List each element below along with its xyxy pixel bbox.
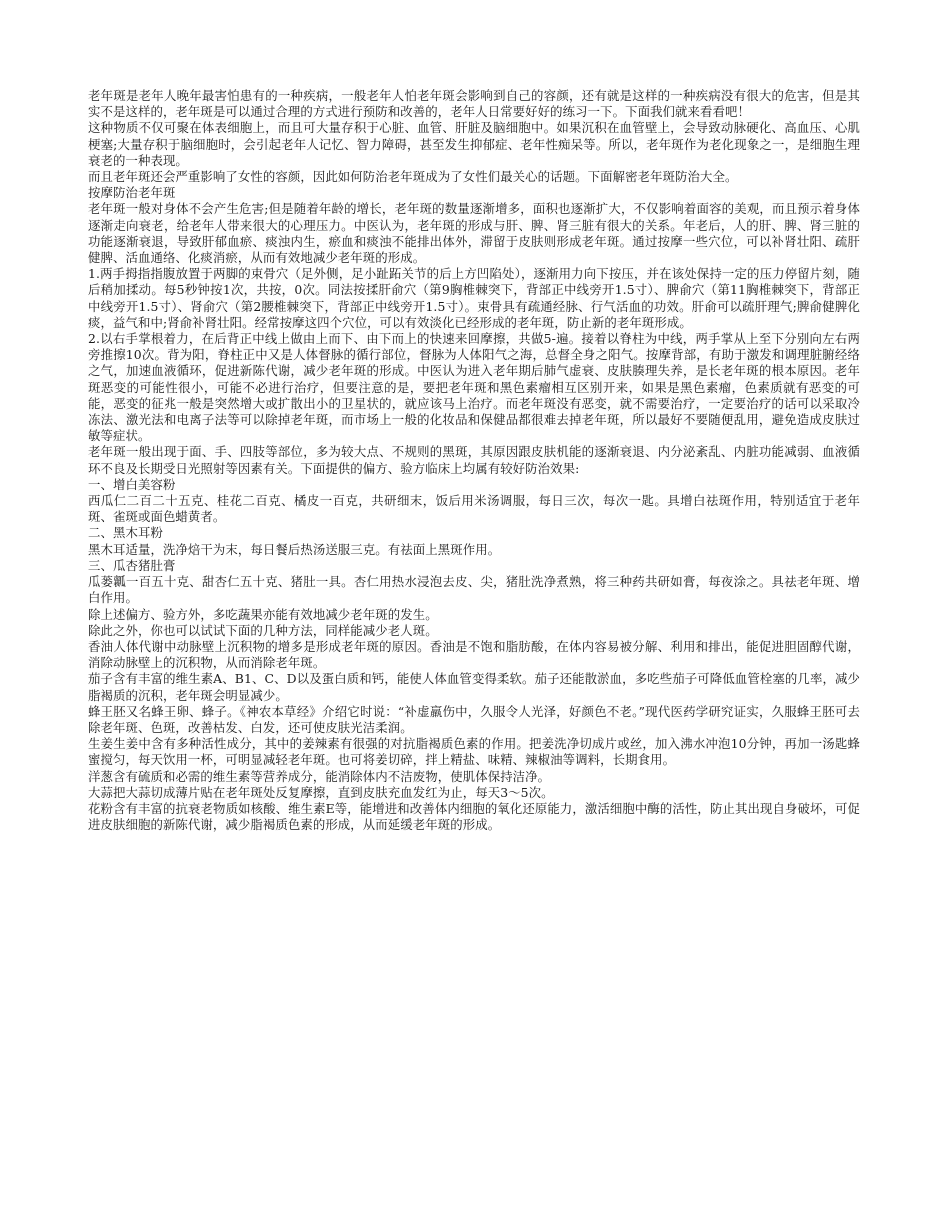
document-body bbox=[88, 88, 860, 833]
remedy-1-paragraph: 西瓜仁二百二十五克、桂花二百克、橘皮一百克，共研细末，饭后用米汤调服，每日三次，每次一匙。具增白祛斑作用，特别适宜于老年斑、雀斑或面色蜡黄者。 bbox=[88, 493, 860, 525]
vegetables-paragraph: 除上述偏方、验方外，多吃蔬果亦能有效地减少老年斑的发生。 bbox=[88, 606, 438, 622]
sesame-oil-paragraph: 香油人体代谢中动脉壁上沉积物的增多是形成老年斑的原因。香油是不饱和脂肪酸，在体内容易被分解、利用和排出，能促进胆固醇代谢，消除动脉壁上的沉积物，从而消除老年斑。 bbox=[88, 638, 860, 671]
massage-heading: 按摩防治老年斑 bbox=[88, 185, 176, 201]
other-methods-paragraph: 除此之外，你也可以试试下面的几种方法，同样能减少老人斑。 bbox=[88, 622, 438, 638]
bee-embryo-paragraph: 蜂王胚又名蜂王卵、蜂子。《神农本草经》介绍它时说：“补虚羸伤中，久服令人光泽，好颜色不老。”现代医药学研究证实，久服蜂王胚可去除老年斑、色斑，改善枯发、白发，还可使皮肤光洁柔润。 bbox=[88, 703, 860, 735]
remedy-3-paragraph: 瓜蒌瓤一百五十克、甜杏仁五十克、猪肚一具。杏仁用热水浸泡去皮、尖，猪肚洗净煮熟，将三种药共研如膏，每夜涂之。具祛老年斑、增白作用。 bbox=[88, 574, 860, 606]
pollen-paragraph: 花粉含有丰富的抗衰老物质如核酸、维生素E等，能增进和改善体内细胞的氧化还原能力，激活细胞中酶的活性，防止其出现自身破坏，可促进皮肤细胞的新陈代谢，减少脂褐质色素的形成，从而延缓老年斑的形成。 bbox=[88, 800, 860, 833]
intro-paragraph: 老年斑是老年人晚年最害怕患有的一种疾病，一般老年人怕老年斑会影响到自己的容颜，还有就是这样的一种疾病没有很大的危害，但是其实不是这样的，老年斑是可以通过合理的方式进行预防和改善的，老年人日常要好好的练习一下。下面我们就来看看吧！ bbox=[88, 88, 860, 120]
eggplant-paragraph: 茄子含有丰富的维生素A、B1、C、D以及蛋白质和钙，能使人体血管变得柔软。茄子还能散淤血，多吃些茄子可降低血管栓塞的几率，减少脂褐质的沉积，老年斑会明显减少。 bbox=[88, 671, 860, 703]
remedies-intro-paragraph: 老年斑一般出现于面、手、四肢等部位，多为较大点、不规则的黑斑，其原因跟皮肤机能的逐渐衰退、内分泌紊乱、内脏功能减弱、血液循环不良及长期受日光照射等因素有关。下面提供的偏方、验方临床上均属有较好防治效果: bbox=[88, 444, 860, 476]
remedy-3-heading: 三、瓜杏猪肚膏 bbox=[88, 557, 176, 573]
massage-intro-paragraph: 老年斑一般对身体不会产生危害;但是随着年龄的增长，老年斑的数量逐渐增多，面积也逐渐扩大，不仅影响着面容的美观，而且预示着身体逐渐走向衰老，给老年人带来很大的心理压力。中医认为，老年斑的形成与肝、脾、肾三脏有很大的关系。年老后，人的肝、脾、肾三脏的功能逐渐衰退，导致肝郁血瘀、痰浊内生，瘀血和痰浊不能排出体外，滞留于皮肤则形成老年斑。通过按摩一些穴位，可以补肾壮阳、疏肝健脾、活血通络、化痰消瘀，从而有效地减少老年斑的形成。 bbox=[88, 201, 860, 266]
remedy-2-heading: 二、黑木耳粉 bbox=[88, 525, 163, 541]
ginger-paragraph: 生姜生姜中含有多种活性成分，其中的姜辣素有很强的对抗脂褐质色素的作用。把姜洗净切成片或丝，加入沸水冲泡10分钟，再加一汤匙蜂蜜搅匀，每天饮用一杯，可明显减轻老年斑。也可将姜切碎，拌上精盐、味精、辣椒油等调料，长期食用。 bbox=[88, 736, 860, 768]
remedy-2-paragraph: 黑木耳适量，洗净焙干为末，每日餐后热汤送服三克。有祛面上黑斑作用。 bbox=[88, 541, 501, 557]
lipofuscin-paragraph: 这种物质不仅可聚在体表细胞上，而且可大量存积于心脏、血管、肝脏及脑细胞中。如果沉积在血管壁上，会导致动脉硬化、高血压、心肌梗塞;大量存积于脑细胞时，会引起老年人记忆、智力障碍，甚至发生抑郁症、老年性痴呆等。所以，老年斑作为老化现象之一，是细胞生理衰老的一种表现。 bbox=[88, 120, 860, 168]
onion-paragraph: 洋葱含有硫质和必需的维生素等营养成分，能消除体内不洁废物，使肌体保持洁净。 bbox=[88, 768, 551, 784]
massage-step-2-paragraph: 2.以右手掌根着力，在后背正中线上做由上而下、由下而上的快速来回摩擦，共做5-遍。接着以脊柱为中线，两手掌从上至下分别向左右两旁推擦10次。背为阳，脊柱正中又是人体督脉的循行部位，督脉为人体阳气之海，总督全身之阳气。按摩背部，有助于激发和调理脏腑经络之气，加速血液循环，促进新陈代谢，减少老年斑的形成。中医认为进入老年期后肺气虚衰、皮肤腠理失养，是长老年斑的根本原因。老年斑恶变的可能性很小，可能不必进行治疗，但要注意的是，要把老年斑和黑色素瘤相互区别开来，如果是黑色素瘤，色素质就有恶变的可能，恶变的征兆一般是突然增大或扩散出小的卫星状的，就应该马上治疗。而老年斑没有恶变，就不需要治疗，一定要治疗的话可以采取冷冻法、激光法和电离子法等可以除掉老年斑，而市场上一般的化妆品和保健品都很难去掉老年斑，所以最好不要随便乱用，避免造成皮肤过敏等症状。 bbox=[88, 331, 860, 444]
garlic-paragraph: 大蒜把大蒜切成薄片贴在老年斑处反复摩擦，直到皮肤充血发红为止，每天3～5次。 bbox=[88, 784, 554, 800]
remedy-1-heading: 一、增白美容粉 bbox=[88, 476, 176, 492]
women-concern-paragraph: 而且老年斑还会严重影响了女性的容颜，因此如何防治老年斑成为了女性们最关心的话题。下面解密老年斑防治大全。 bbox=[88, 169, 738, 185]
massage-step-1-paragraph: 1.两手拇指指腹放置于两脚的束骨穴（足外侧，足小趾跖关节的后上方凹陷处），逐渐用力向下按压，并在该处保持一定的压力停留片刻，随后稍加揉动。每5秒钟按1次，共按，0次。同法按揉肝俞穴（第9胸椎棘突下，背部正中线旁开1.5寸）、脾俞穴（第11胸椎棘突下，背部正中线旁开1.5寸）、肾俞穴（第2腰椎棘突下，背部正中线旁开1.5寸）。束骨具有疏通经脉、行气活血的功效。肝俞可以疏肝理气;脾俞健脾化痰，益气和中;肾俞补肾壮阳。经常按摩这四个穴位，可以有效淡化已经形成的老年斑，防止新的老年斑形成。 bbox=[88, 266, 860, 330]
